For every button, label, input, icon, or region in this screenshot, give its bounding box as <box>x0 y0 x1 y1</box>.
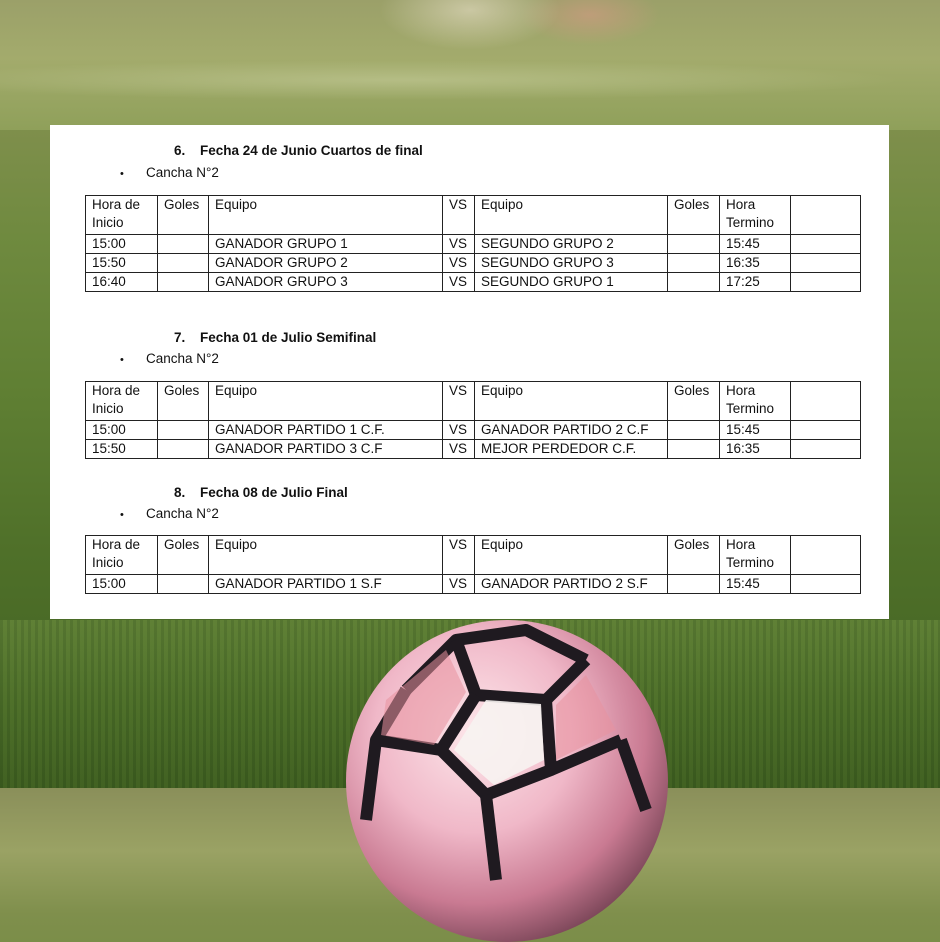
header-cell <box>791 382 861 421</box>
extra-cell <box>791 575 861 594</box>
end-time-cell: 17:25 <box>720 273 791 292</box>
team-cell: GANADOR PARTIDO 1 S.F <box>209 575 443 594</box>
goals-cell <box>158 575 209 594</box>
vs-cell: VS <box>443 254 475 273</box>
header-cell: Hora Termino <box>720 196 791 235</box>
start-time-cell: 15:00 <box>86 421 158 440</box>
start-time-cell: 15:50 <box>86 254 158 273</box>
end-time-cell: 15:45 <box>720 575 791 594</box>
goals-cell <box>668 235 720 254</box>
team-cell: SEGUNDO GRUPO 2 <box>475 235 668 254</box>
header-cell: Hora de Inicio <box>86 382 158 421</box>
header-cell: Goles <box>668 536 720 575</box>
goals-cell <box>668 421 720 440</box>
team-cell: MEJOR PERDEDOR C.F. <box>475 440 668 459</box>
soccer-ball-image <box>346 620 668 942</box>
team-cell: GANADOR GRUPO 3 <box>209 273 443 292</box>
end-time-cell: 16:35 <box>720 254 791 273</box>
table-row <box>86 235 861 254</box>
header-cell: VS <box>443 196 475 235</box>
team-cell: SEGUNDO GRUPO 1 <box>475 273 668 292</box>
header-cell: Equipo <box>475 536 668 575</box>
table-row <box>86 421 861 440</box>
end-time-cell: 16:35 <box>720 440 791 459</box>
extra-cell <box>791 421 861 440</box>
section-title: 7. Fecha 01 de Julio Semifinal <box>174 330 377 345</box>
vs-cell: VS <box>443 440 475 459</box>
vs-cell: VS <box>443 273 475 292</box>
header-cell <box>791 196 861 235</box>
court-bullet: • Cancha N°2 <box>120 351 219 366</box>
team-cell: SEGUNDO GRUPO 3 <box>475 254 668 273</box>
section-title: 6. Fecha 24 de Junio Cuartos de final <box>174 143 423 158</box>
header-cell: VS <box>443 382 475 421</box>
team-cell: GANADOR PARTIDO 1 C.F. <box>209 421 443 440</box>
court-bullet: • Cancha N°2 <box>120 506 219 521</box>
vs-cell: VS <box>443 421 475 440</box>
header-cell <box>791 536 861 575</box>
header-cell: Hora de Inicio <box>86 196 158 235</box>
schedule-document <box>50 125 889 619</box>
table-header-row <box>86 536 861 575</box>
header-cell: VS <box>443 536 475 575</box>
header-cell: Goles <box>158 196 209 235</box>
table-header-row <box>86 196 861 235</box>
team-cell: GANADOR PARTIDO 3 C.F <box>209 440 443 459</box>
header-cell: Equipo <box>475 382 668 421</box>
start-time-cell: 15:00 <box>86 235 158 254</box>
start-time-cell: 15:00 <box>86 575 158 594</box>
header-cell: Goles <box>158 382 209 421</box>
table-header-row <box>86 382 861 421</box>
goals-cell <box>668 273 720 292</box>
goals-cell <box>668 440 720 459</box>
goals-cell <box>668 254 720 273</box>
header-cell: Hora Termino <box>720 536 791 575</box>
header-cell: Equipo <box>209 536 443 575</box>
goals-cell <box>158 235 209 254</box>
table-row <box>86 440 861 459</box>
extra-cell <box>791 273 861 292</box>
extra-cell <box>791 254 861 273</box>
goals-cell <box>668 575 720 594</box>
table-row <box>86 273 861 292</box>
schedule-table <box>85 195 861 292</box>
table-row <box>86 254 861 273</box>
section-title: 8. Fecha 08 de Julio Final <box>174 485 348 500</box>
start-time-cell: 15:50 <box>86 440 158 459</box>
team-cell: GANADOR PARTIDO 2 S.F <box>475 575 668 594</box>
table-row <box>86 575 861 594</box>
header-cell: Hora de Inicio <box>86 536 158 575</box>
end-time-cell: 15:45 <box>720 235 791 254</box>
end-time-cell: 15:45 <box>720 421 791 440</box>
header-cell: Equipo <box>209 196 443 235</box>
court-bullet: • Cancha N°2 <box>120 165 219 180</box>
extra-cell <box>791 440 861 459</box>
header-cell: Equipo <box>475 196 668 235</box>
start-time-cell: 16:40 <box>86 273 158 292</box>
extra-cell <box>791 235 861 254</box>
background-blurred-field <box>0 0 940 130</box>
goals-cell <box>158 273 209 292</box>
header-cell: Goles <box>158 536 209 575</box>
team-cell: GANADOR GRUPO 2 <box>209 254 443 273</box>
header-cell: Equipo <box>209 382 443 421</box>
header-cell: Goles <box>668 196 720 235</box>
vs-cell: VS <box>443 235 475 254</box>
team-cell: GANADOR GRUPO 1 <box>209 235 443 254</box>
goals-cell <box>158 254 209 273</box>
header-cell: Goles <box>668 382 720 421</box>
header-cell: Hora Termino <box>720 382 791 421</box>
team-cell: GANADOR PARTIDO 2 C.F <box>475 421 668 440</box>
goals-cell <box>158 421 209 440</box>
vs-cell: VS <box>443 575 475 594</box>
schedule-table <box>85 535 861 594</box>
goals-cell <box>158 440 209 459</box>
schedule-table <box>85 381 861 459</box>
